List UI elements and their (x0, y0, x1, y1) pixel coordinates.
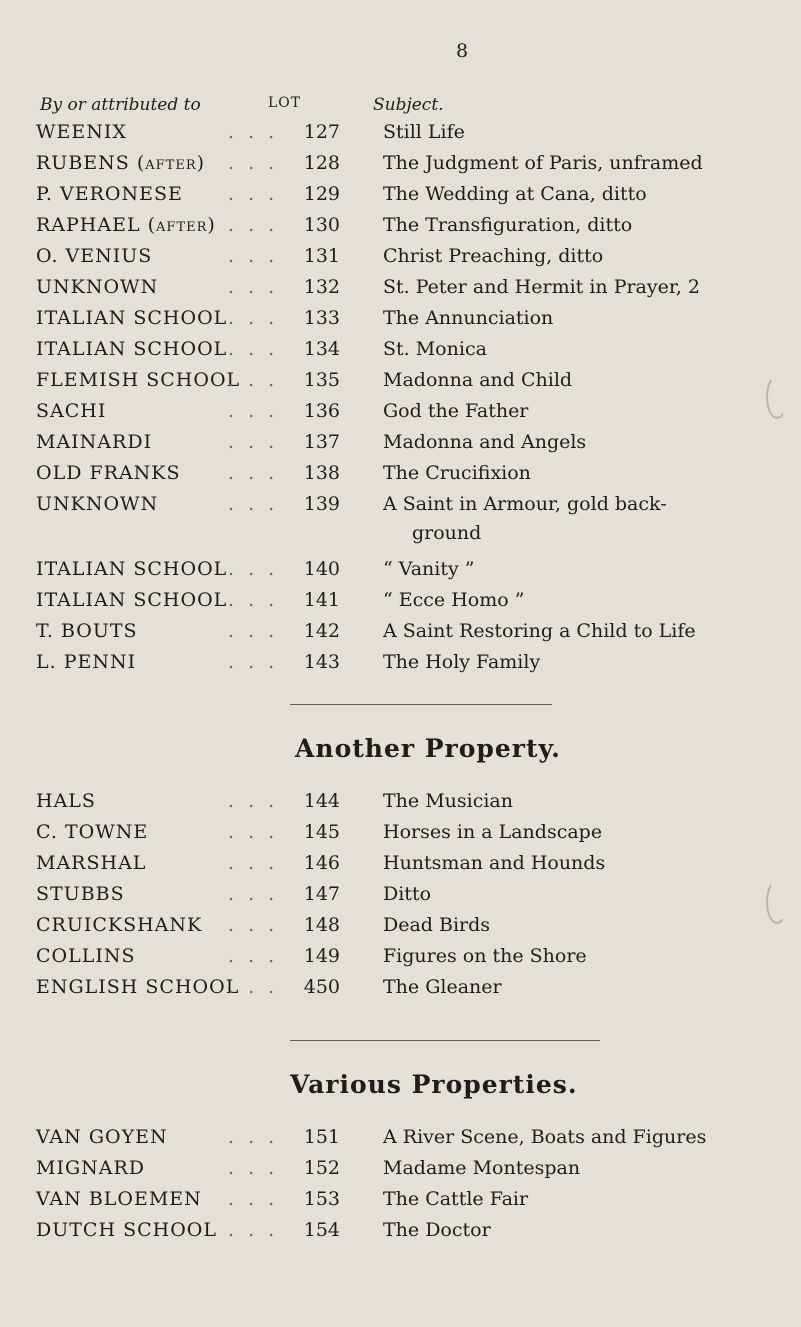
subject-title: The Crucifixion (383, 462, 531, 484)
lot-row (0, 369, 801, 399)
lot-number: 153 (303, 1188, 340, 1210)
subject-continuation: ground (412, 522, 482, 544)
leader-dots: . . . (228, 338, 279, 360)
header-by-or-attributed: By or attributed to (40, 95, 201, 115)
leader-dots: . . . (228, 821, 279, 843)
artist-name: ITALIAN SCHOOL (36, 589, 228, 611)
lot-row (0, 183, 801, 213)
artist-name: COLLINS (36, 945, 136, 967)
leader-dots: . . . (228, 276, 279, 298)
artist-name: CRUICKSHANK (36, 914, 203, 936)
lot-number: 135 (303, 369, 340, 391)
leader-dots: . . . (228, 589, 279, 611)
lot-number: 152 (303, 1157, 340, 1179)
subject-title: The Gleaner (383, 976, 502, 998)
lot-row (0, 1219, 801, 1249)
leader-dots: . . . (228, 183, 279, 205)
lot-row (0, 121, 801, 151)
leader-dots: . . . (228, 493, 279, 515)
lot-number: 143 (303, 651, 340, 673)
subject-title: “ Ecce Homo ” (383, 589, 525, 611)
artist-name: L. PENNI (36, 651, 137, 673)
subject-title: St. Peter and Hermit in Prayer, 2 (383, 276, 701, 298)
leader-dots: . . . (228, 1157, 279, 1179)
artist-name: ITALIAN SCHOOL (36, 558, 228, 580)
artist-name: ENGLISH SCHOOL (36, 976, 240, 998)
lot-row (0, 914, 801, 944)
lot-row (0, 651, 801, 681)
artist-name: UNKNOWN (36, 493, 159, 515)
lot-number: 140 (303, 558, 340, 580)
leader-dots: . . . (228, 214, 279, 236)
leader-dots: . . . (228, 462, 279, 484)
subject-title: The Musician (383, 790, 513, 812)
lot-number: 136 (303, 400, 340, 422)
lot-row (0, 1126, 801, 1156)
artist-name: ITALIAN SCHOOL (36, 338, 228, 360)
subject-title: “ Vanity ” (383, 558, 475, 580)
lot-number: 129 (303, 183, 340, 205)
lot-row (0, 945, 801, 975)
leader-dots: . . . (228, 1219, 279, 1241)
artist-name: STUBBS (36, 883, 125, 905)
lot-row (0, 1157, 801, 1187)
lot-row (0, 883, 801, 913)
leader-dots: . . . (228, 620, 279, 642)
lot-number: 146 (303, 852, 340, 874)
lot-row (0, 620, 801, 650)
lot-number: 139 (303, 493, 340, 515)
subject-title: The Doctor (383, 1219, 491, 1241)
lot-number: 142 (303, 620, 340, 642)
lot-number: 141 (303, 589, 340, 611)
subject-title: Madonna and Child (383, 369, 573, 391)
artist-name: VAN GOYEN (36, 1126, 168, 1148)
artist-name: RAPHAEL (after) (36, 214, 216, 236)
lot-row (0, 245, 801, 275)
lot-row (0, 558, 801, 588)
lot-number: 145 (303, 821, 340, 843)
subject-title: God the Father (383, 400, 529, 422)
lot-row (0, 821, 801, 851)
subject-title: Ditto (383, 883, 432, 905)
subject-title: The Wedding at Cana, ditto (383, 183, 647, 205)
artist-name: T. BOUTS (36, 620, 138, 642)
artist-name: RUBENS (after) (36, 152, 206, 174)
leader-dots: . . . (228, 558, 279, 580)
artist-name: WEENIX (36, 121, 127, 143)
leader-dots: . . . (228, 121, 279, 143)
lot-row (0, 214, 801, 244)
lot-row (0, 589, 801, 619)
artist-name: DUTCH SCHOOL (36, 1219, 217, 1241)
lot-number: 144 (303, 790, 340, 812)
lot-number: 137 (303, 431, 340, 453)
lot-number: 131 (303, 245, 340, 267)
leader-dots: . . . (228, 651, 279, 673)
artist-name: C. TOWNE (36, 821, 149, 843)
artist-name: SACHI (36, 400, 107, 422)
lot-row (0, 462, 801, 492)
lot-number: 130 (303, 214, 340, 236)
artist-name: MARSHAL (36, 852, 147, 874)
leader-dots: . . . (228, 852, 279, 874)
subject-title: The Transfiguration, ditto (383, 214, 633, 236)
artist-name: HALS (36, 790, 96, 812)
subject-title: Huntsman and Hounds (383, 852, 606, 874)
lot-number: 132 (303, 276, 340, 298)
lot-row (0, 276, 801, 306)
lot-row (0, 400, 801, 430)
leader-dots: . . . (228, 307, 279, 329)
lot-row (0, 338, 801, 368)
section-title-various-properties: Various Properties. (290, 1070, 578, 1099)
lot-number: 154 (303, 1219, 340, 1241)
lot-number: 134 (303, 338, 340, 360)
subject-title: St. Monica (383, 338, 487, 360)
margin-mark (766, 880, 788, 924)
subject-title: Still Life (383, 121, 465, 143)
lot-row (0, 1188, 801, 1218)
margin-mark (766, 375, 788, 419)
subject-title: A River Scene, Boats and Figures (383, 1126, 707, 1148)
leader-dots: . . . (228, 914, 279, 936)
lot-row-continuation (0, 522, 801, 552)
page-number: 8 (456, 40, 469, 62)
artist-name: MIGNARD (36, 1157, 146, 1179)
subject-title: A Saint Restoring a Child to Life (383, 620, 696, 642)
artist-name: UNKNOWN (36, 276, 159, 298)
artist-name: OLD FRANKS (36, 462, 181, 484)
lot-row (0, 152, 801, 182)
lot-number: 127 (303, 121, 340, 143)
subject-title: The Judgment of Paris, unframed (383, 152, 703, 174)
subject-title: Madame Montespan (383, 1157, 581, 1179)
artist-name: MAINARDI (36, 431, 153, 453)
header-subject: Subject. (373, 95, 444, 115)
artist-name: O. VENIUS (36, 245, 153, 267)
lot-number: 148 (303, 914, 340, 936)
leader-dots: . . . (228, 431, 279, 453)
artist-name: P. VERONESE (36, 183, 183, 205)
section-title-another-property: Another Property. (295, 734, 561, 763)
leader-dots: . . . (228, 245, 279, 267)
leader-dots: . . . (228, 369, 279, 391)
subject-title: The Annunciation (383, 307, 554, 329)
subject-title: The Cattle Fair (383, 1188, 529, 1210)
leader-dots: . . . (228, 945, 279, 967)
lot-row (0, 852, 801, 882)
leader-dots: . . . (228, 400, 279, 422)
artist-name: FLEMISH SCHOOL (36, 369, 241, 391)
lot-number: 151 (303, 1126, 340, 1148)
leader-dots: . . . (228, 1126, 279, 1148)
subject-title: Christ Preaching, ditto (383, 245, 604, 267)
lot-number: 138 (303, 462, 340, 484)
leader-dots: . . . (228, 883, 279, 905)
leader-dots: . . . (228, 976, 279, 998)
subject-title: Dead Birds (383, 914, 491, 936)
leader-dots: . . . (228, 152, 279, 174)
subject-title: The Holy Family (383, 651, 541, 673)
lot-number: 149 (303, 945, 340, 967)
lot-row (0, 790, 801, 820)
lot-row (0, 976, 801, 1006)
lot-row (0, 493, 801, 523)
subject-title: Figures on the Shore (383, 945, 587, 967)
artist-name: ITALIAN SCHOOL (36, 307, 228, 329)
artist-name: VAN BLOEMEN (36, 1188, 202, 1210)
lot-row (0, 431, 801, 461)
subject-title: Horses in a Landscape (383, 821, 603, 843)
leader-dots: . . . (228, 1188, 279, 1210)
lot-row (0, 307, 801, 337)
lot-number: 147 (303, 883, 340, 905)
header-lot: LOT (268, 95, 302, 111)
section-divider (290, 704, 552, 705)
subject-title: Madonna and Angels (383, 431, 587, 453)
section-divider (290, 1040, 600, 1041)
lot-number: 133 (303, 307, 340, 329)
leader-dots: . . . (228, 790, 279, 812)
subject-title: A Saint in Armour, gold back- (383, 493, 667, 515)
lot-number: 450 (303, 976, 340, 998)
lot-number: 128 (303, 152, 340, 174)
